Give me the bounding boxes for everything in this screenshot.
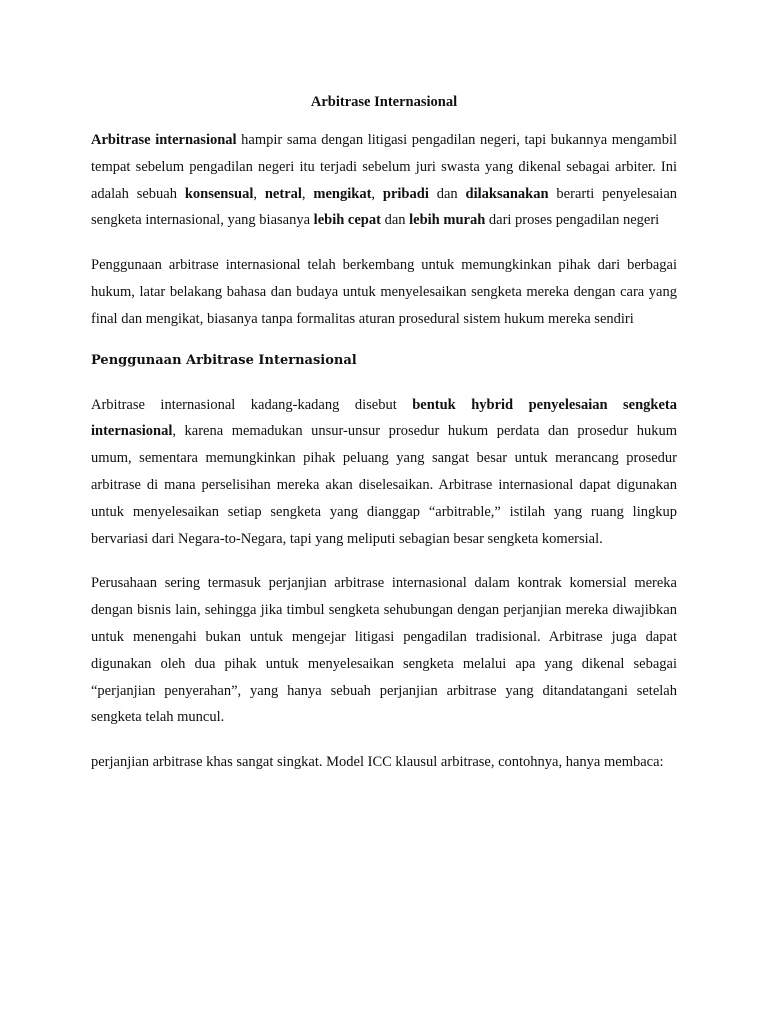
document-title: Arbitrase Internasional [310,94,458,110]
bold-text-run: netral [264,185,302,202]
text-run: berarti penyelesaian sengketa internasional, yang biasanya [91,185,678,229]
text-run: , [253,185,265,202]
text-run: , [301,185,314,202]
bold-text-run: mengikat [313,185,372,202]
bold-text-run: lebih murah [409,212,486,229]
section-heading: Penggunaan Arbitrase Internasional [91,352,357,368]
text-run: dan [428,185,466,202]
bold-text-run: pribadi [382,185,429,202]
text-run: dan [380,212,410,229]
text-run: hampir sama dengan litigasi pengadilan negeri, tapi bukannya mengambil tempat sebelum pengadilan negeri itu terjadi sebelum juri swasta yang dikenal sebagai arbiter. Ini adalah sebuah [91,132,678,202]
paragraph-usage-growth: Penggunaan arbitrase internasional telah berkembang untuk memungkinkan pihak dari berbagai hukum, latar belakang bahasa dan budaya untuk menyelesaikan sengketa mereka dengan cara yang final dan mengikat, biasanya tanpa formalitas aturan prosedural sistem hukum mereka sendiri [91,257,677,327]
bold-text-run: bentuk hybrid penyelesaian sengketa internasional [91,396,677,440]
paragraph-icc-clause: perjanjian arbitrase khas sangat singkat. Model ICC klausul arbitrase, contohnya, hanya membaca: [91,754,664,771]
document-page [91,92,677,794]
bold-text-run: dilaksanakan [465,185,549,202]
text-run: , [371,185,383,202]
bold-text-run: Arbitrase internasional [91,132,237,148]
paragraph-hybrid [91,392,677,553]
paragraph-intro [91,127,677,234]
bold-text-run: lebih cepat [313,212,381,229]
bold-text-run: konsensual [184,185,254,202]
text-run: , karena memadukan unsur-unsur prosedur hukum perdata dan prosedur hukum umum, sementara memungkinkan pihak peluang yang sangat besar untuk merancang prosedur arbitrase di mana perselisihan mereka akan diselesaikan. Arbitrase internasional dapat digunakan untuk menyelesaikan setiap sengketa yang dianggap “arbitrable,” istilah yang ruang lingkup bervariasi dari Negara-to-Negara, tapi yang meliputi sebagian besar sengketa komersial. [91,423,677,547]
text-run: dari proses pengadilan negeri [485,212,660,229]
paragraph-companies: Perusahaan sering termasuk perjanjian arbitrase internasional dalam kontrak komersial mereka dengan bisnis lain, sehingga jika timbul sengketa sehubungan dengan perjanjian mereka diwajibkan untuk menengahi bukan untuk mengejar litigasi pengadilan tradisional. Arbitrase juga dapat digunakan oleh dua pihak untuk menyelesaikan sengketa melalui apa yang dikenal sebagai “perjanjian penyerahan”, yang hanya sebuah perjanjian arbitrase yang ditandatangani setelah sengketa telah muncul. [91,575,677,726]
text-run: Arbitrase internasional kadang-kadang disebut [91,396,413,413]
